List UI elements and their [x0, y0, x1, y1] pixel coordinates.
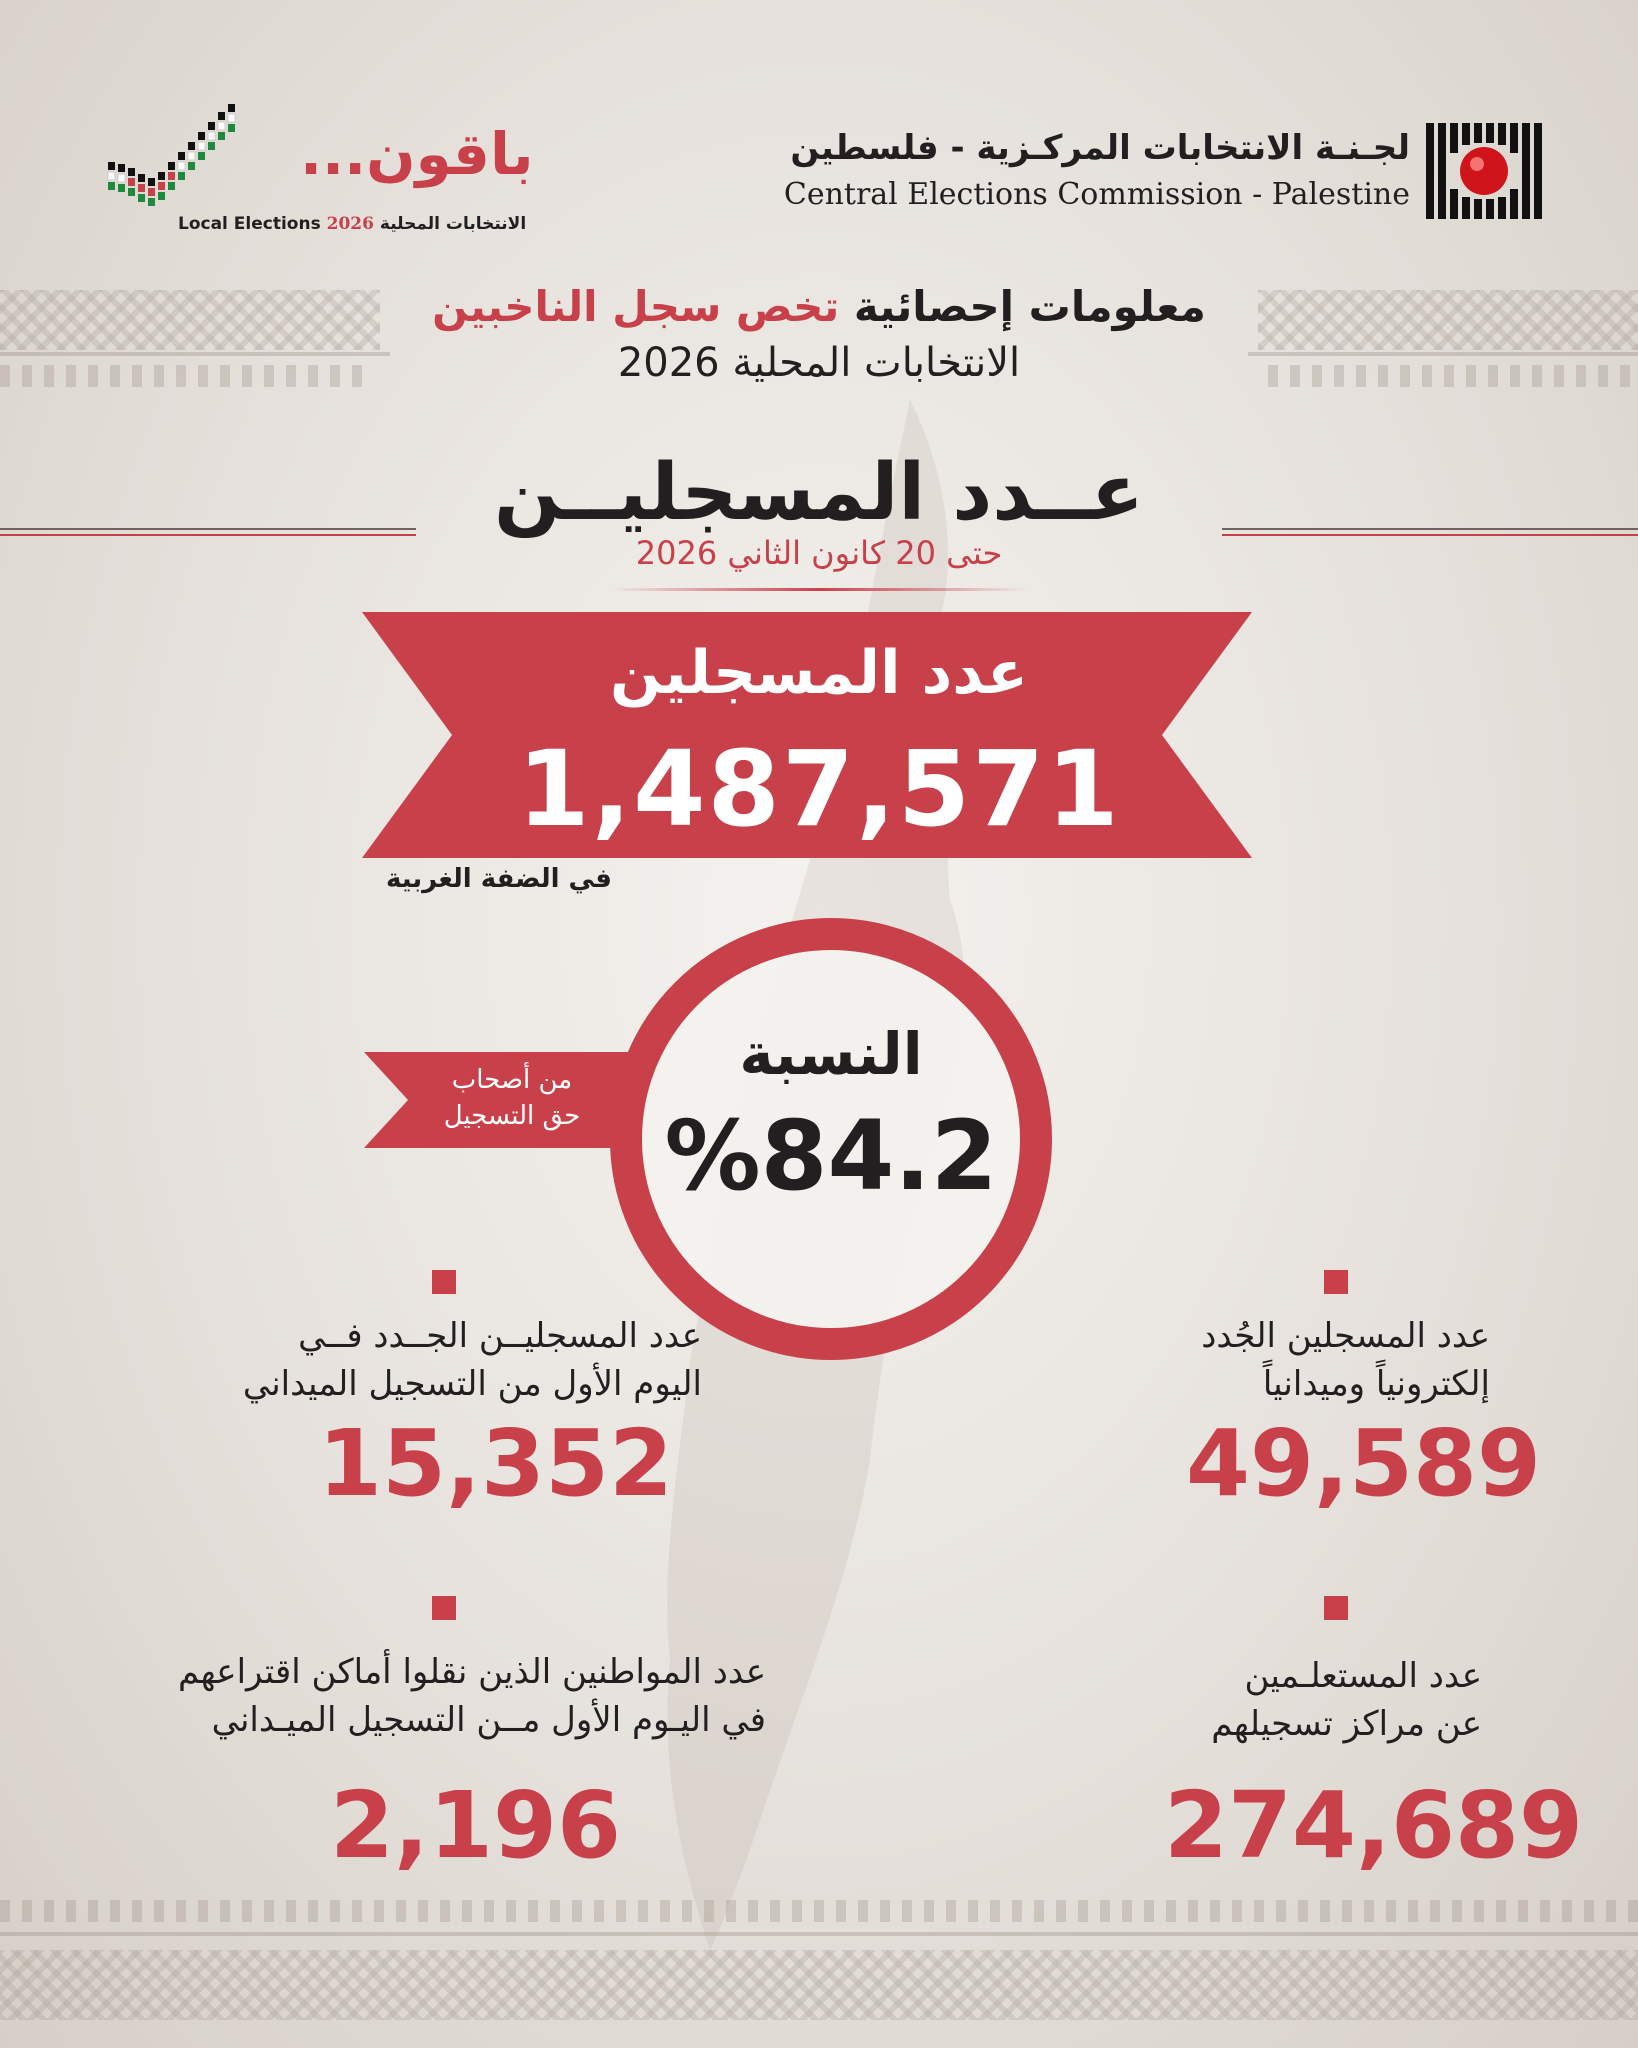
campaign-subtitle — [178, 214, 526, 234]
campaign-local-elections-ar: الانتخابات المحلية — [379, 214, 527, 234]
stat-new-day-one-label — [243, 1312, 702, 1408]
bottom-embroidery-band — [0, 1950, 1638, 2020]
stat-new-day-one-line1: عدد المسجليــن الجــدد فــي — [298, 1316, 702, 1356]
stat-moved-day-one-line1: عدد المواطنين الذين نقلوا أماكن اقتراعهم — [177, 1652, 766, 1692]
stat-new-total-label — [1201, 1312, 1490, 1408]
ratio-value: %84.2 — [664, 1100, 998, 1212]
stat-inquired-line1: عدد المستعلـمين — [1244, 1656, 1482, 1696]
date-subtitle: حتى 20 كانون الثاني 2026 — [635, 534, 1003, 572]
bullet-new-total — [1324, 1270, 1348, 1294]
stats-subtitle — [0, 282, 1638, 331]
stat-moved-day-one-value: 2,196 — [330, 1772, 622, 1879]
stat-new-day-one-value: 15,352 — [318, 1410, 674, 1517]
registered-value: 1,487,571 — [517, 728, 1121, 850]
checkmark-flag-icon — [104, 102, 274, 220]
campaign-slogan: باقون... — [300, 120, 534, 188]
bullet-inquired — [1324, 1596, 1348, 1620]
stat-new-total-line1: عدد المسجلين الجُدد — [1201, 1316, 1490, 1356]
stat-new-total-line2: إلكترونياً وميدانياً — [1262, 1364, 1490, 1404]
cec-logo-icon — [1426, 123, 1542, 219]
campaign-local-elections-en: Local Elections — [178, 214, 321, 234]
campaign-year: 2026 — [326, 214, 374, 234]
stat-moved-day-one-label — [178, 1648, 766, 1744]
stats-subtitle-part2: تخص سجل الناخبين — [432, 282, 840, 331]
stat-inquired-line2: عن مراكز تسجيلهم — [1211, 1704, 1482, 1744]
stat-new-total-value: 49,589 — [1186, 1410, 1542, 1517]
eligible-line1: من أصحاب — [451, 1065, 573, 1095]
elections-title: الانتخابات المحلية 2026 — [617, 340, 1021, 386]
stat-new-day-one-line2: اليوم الأول من التسجيل الميداني — [242, 1364, 702, 1404]
stat-inquired-value: 274,689 — [1164, 1772, 1584, 1879]
eligible-text — [402, 1062, 622, 1134]
ratio-label: النسبة — [739, 1020, 923, 1088]
cec-name-english: Central Elections Commission - Palestine — [783, 177, 1410, 212]
stat-moved-day-one-line2: في اليـوم الأول مــن التسجيل الميـداني — [211, 1700, 766, 1740]
registered-region: في الضفة الغربية — [386, 864, 612, 894]
eligible-line2: حق التسجيل — [443, 1101, 581, 1131]
bullet-new-day-one — [432, 1270, 456, 1294]
stats-subtitle-part1: معلومات إحصائية — [839, 282, 1206, 331]
cec-name-arabic: لجـنـة الانتخابات المركـزية - فلسطين — [790, 128, 1410, 168]
registered-label: عدد المسجلين — [610, 638, 1028, 708]
stat-inquired-label — [1211, 1652, 1482, 1748]
bullet-moved-day-one — [432, 1596, 456, 1620]
main-title: عــدد المسجليــن — [494, 448, 1144, 538]
date-underline — [610, 588, 1028, 591]
